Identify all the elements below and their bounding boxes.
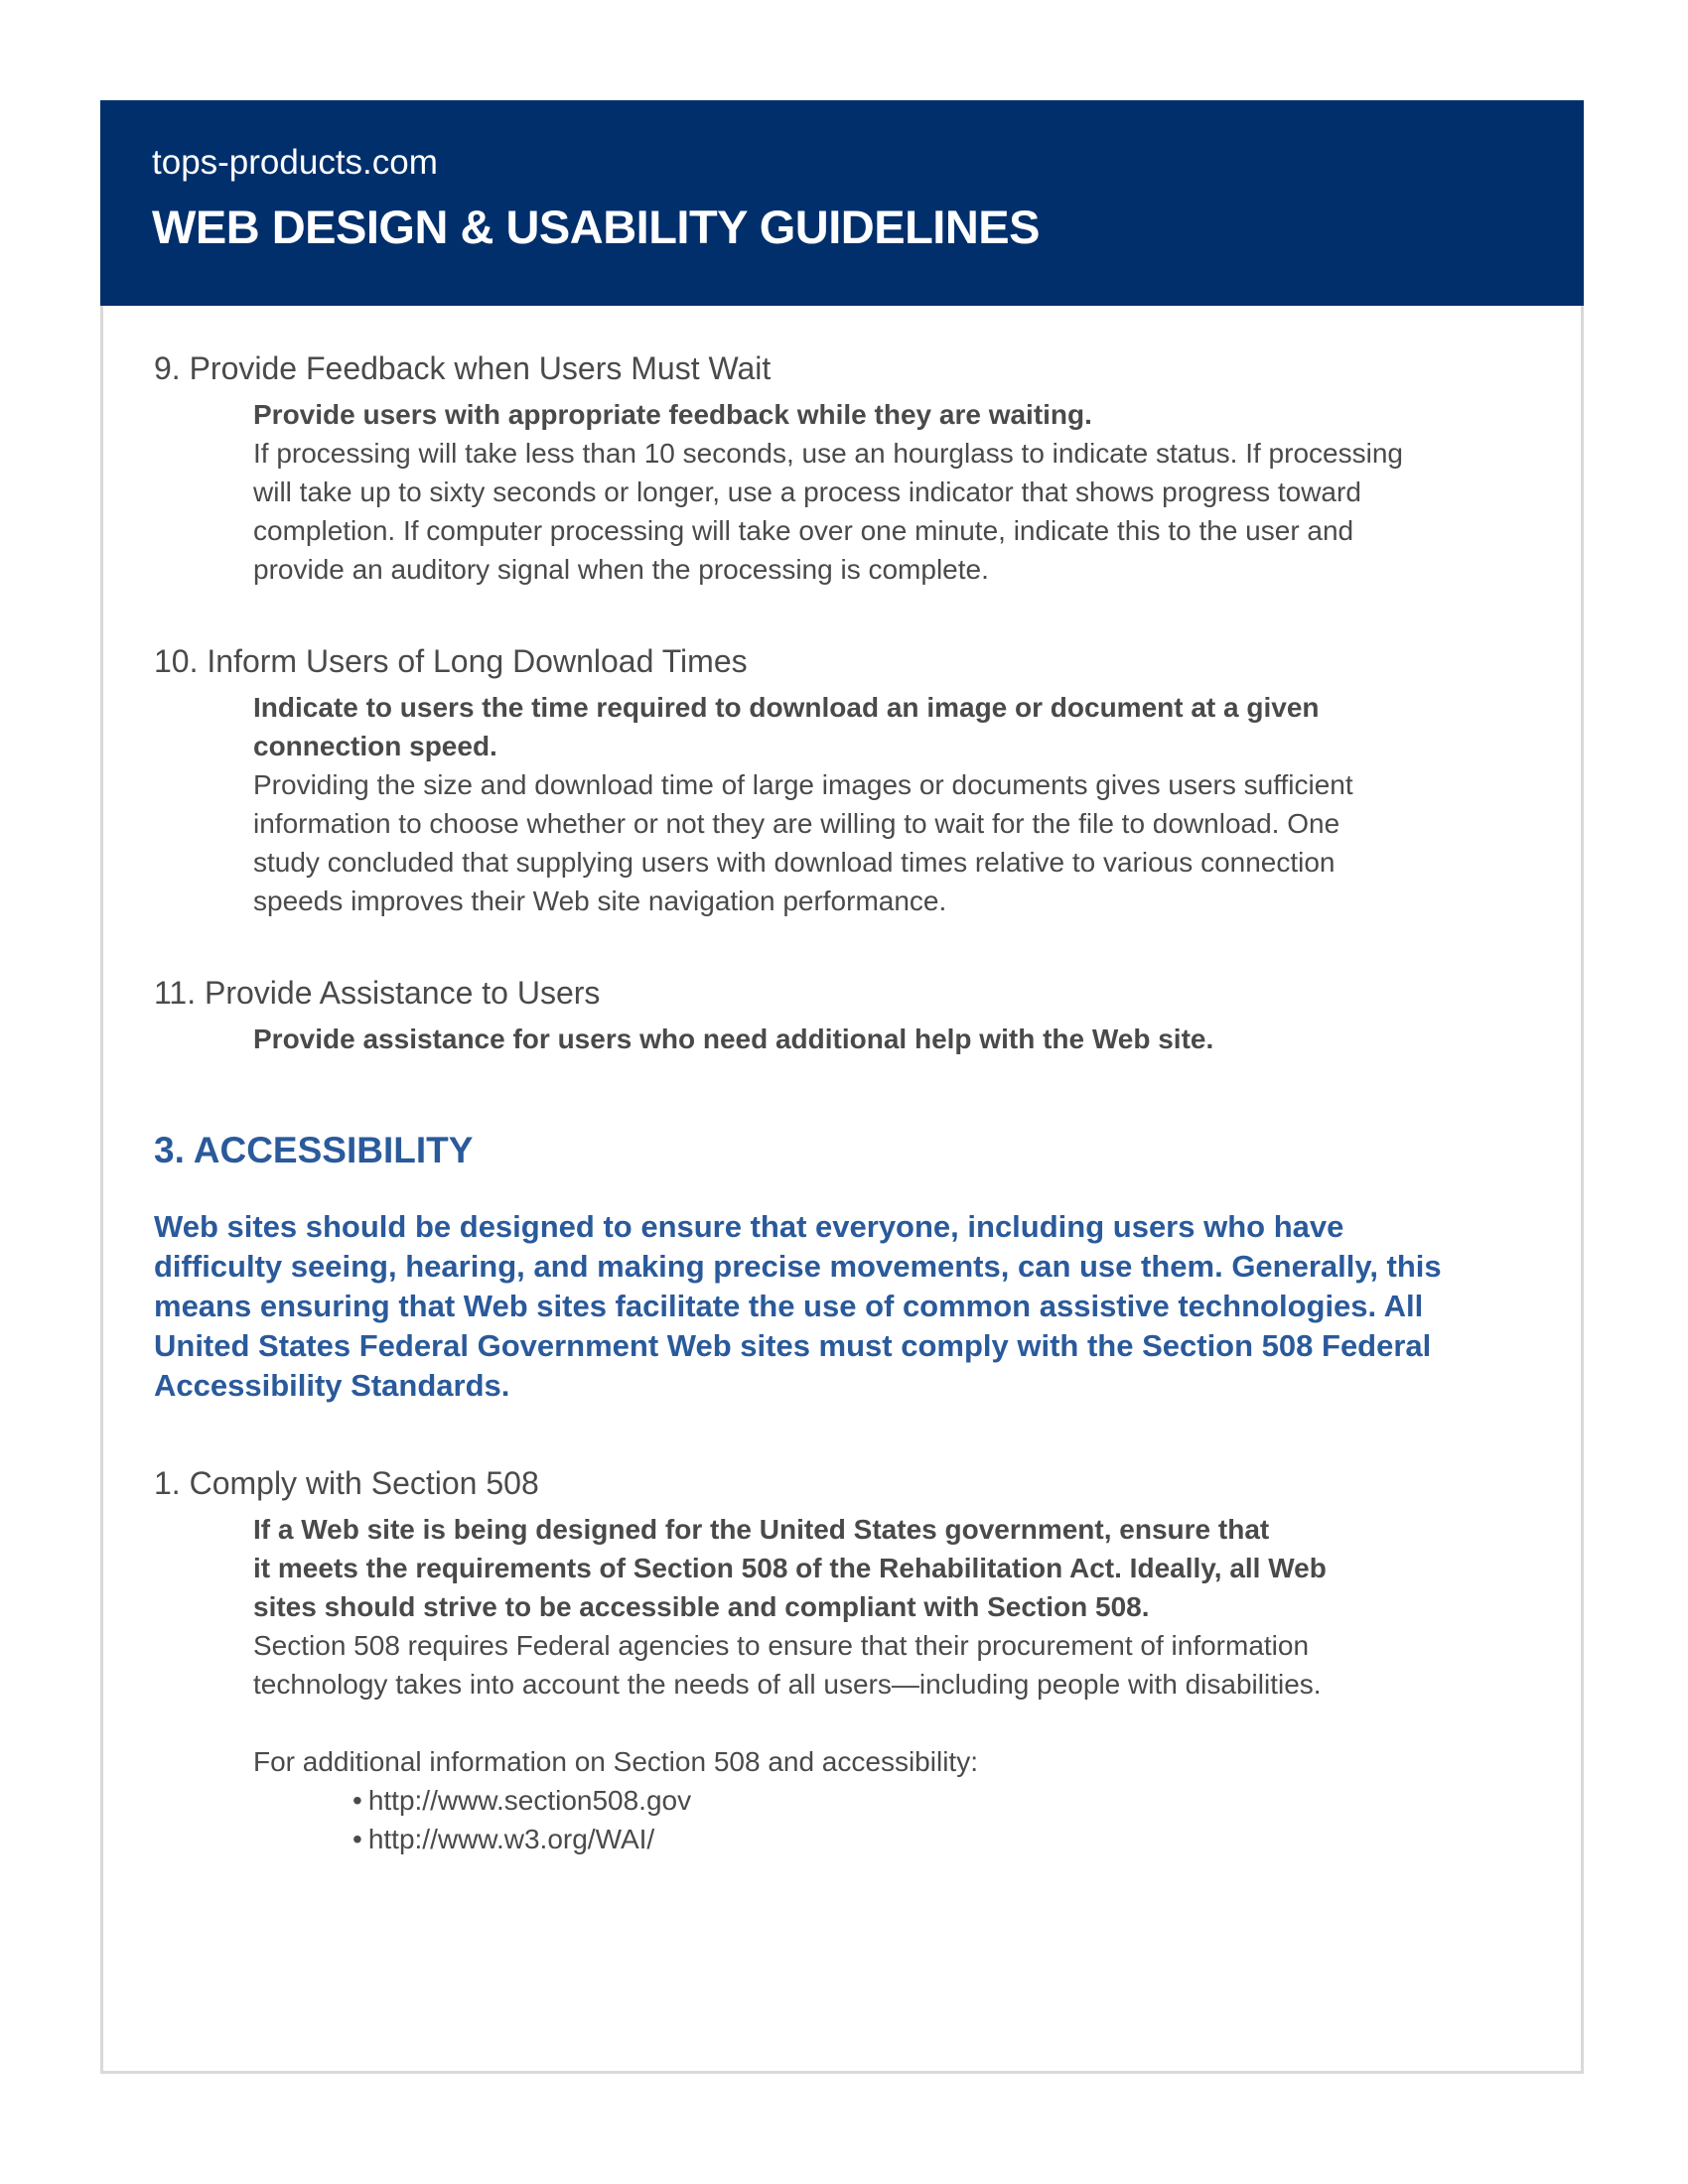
guideline-body <box>253 688 1544 920</box>
site-name: tops-products.com <box>152 143 438 182</box>
guideline-lead <box>253 688 1544 765</box>
intro-line: means ensuring that Web sites facilitate the use of common assistive technologies. All <box>154 1289 1424 1323</box>
text-line: Section 508 requires Federal agencies to ensure that their procurement of information <box>253 1630 1310 1661</box>
guideline-text <box>253 1626 1544 1704</box>
text-line: Providing the size and download time of large images or documents gives users sufficient <box>253 769 1353 800</box>
intro-line: Accessibility Standards. <box>154 1368 510 1403</box>
guideline-heading: 11. Provide Assistance to Users <box>154 975 601 1011</box>
guideline-lead <box>253 1020 1544 1058</box>
guideline-item <box>154 640 1544 920</box>
text-line: If processing will take less than 10 seconds, use an hourglass to indicate status. If processing <box>253 438 1403 469</box>
guideline-heading: 10. Inform Users of Long Download Times <box>154 643 748 679</box>
lead-line: Provide users with appropriate feedback while they are waiting. <box>253 399 1092 430</box>
guideline-heading: 1. Comply with Section 508 <box>154 1465 539 1501</box>
bullet-icon: • <box>352 1824 362 1854</box>
guideline-heading: 9. Provide Feedback when Users Must Wait <box>154 350 772 386</box>
guideline-body <box>253 1020 1544 1058</box>
text-line: completion. If computer processing will take over one minute, indicate this to the user and <box>253 515 1354 546</box>
intro-line: United States Federal Government Web sites must comply with the Section 508 Federal <box>154 1328 1432 1363</box>
guideline-body <box>253 395 1544 589</box>
lead-line: connection speed. <box>253 731 497 761</box>
header-banner <box>100 100 1584 306</box>
section-heading: 3. ACCESSIBILITY <box>154 1130 474 1170</box>
section508-link[interactable]: http://www.section508.gov <box>367 1785 692 1816</box>
link-list-item <box>352 1781 1544 1820</box>
links-intro: For additional information on Section 508 and accessibility: <box>253 1746 978 1777</box>
guideline-item <box>154 972 1544 1058</box>
text-line: technology takes into account the needs of all users—including people with disabilities. <box>253 1669 1322 1700</box>
guideline-text <box>253 434 1544 589</box>
lead-line: If a Web site is being designed for the United States government, ensure that <box>253 1514 1270 1545</box>
text-line: speeds improves their Web site navigation performance. <box>253 886 947 916</box>
document-title: WEB DESIGN & USABILITY GUIDELINES <box>152 201 1040 253</box>
guideline-lead <box>253 1510 1544 1626</box>
w3c-wai-link[interactable]: http://www.w3.org/WAI/ <box>367 1824 655 1854</box>
text-line: provide an auditory signal when the processing is complete. <box>253 554 989 585</box>
lead-line: Provide assistance for users who need additional help with the Web site. <box>253 1024 1214 1054</box>
text-line: study concluded that supplying users with download times relative to various connection <box>253 847 1336 878</box>
lead-line: it meets the requirements of Section 508 of the Rehabilitation Act. Ideally, all Web <box>253 1553 1327 1583</box>
bullet-icon: • <box>352 1785 362 1816</box>
accessibility-section <box>154 1128 1544 1406</box>
section-intro <box>154 1207 1544 1406</box>
guideline-item <box>154 347 1544 589</box>
text-line: will take up to sixty seconds or longer, use a process indicator that shows progress toward <box>253 477 1361 507</box>
link-list-item <box>352 1820 1544 1858</box>
guideline-lead <box>253 395 1544 434</box>
guideline-body <box>253 1510 1544 1858</box>
intro-line: difficulty seeing, hearing, and making precise movements, can use them. Generally, this <box>154 1249 1442 1284</box>
guideline-text <box>253 765 1544 920</box>
lead-line: sites should strive to be accessible and compliant with Section 508. <box>253 1591 1150 1622</box>
link-list <box>253 1781 1544 1858</box>
content <box>154 347 1544 1858</box>
intro-line: Web sites should be designed to ensure that everyone, including users who have <box>154 1209 1344 1244</box>
text-line: information to choose whether or not they are willing to wait for the file to download. One <box>253 808 1340 839</box>
guideline-item <box>154 1462 1544 1858</box>
lead-line: Indicate to users the time required to download an image or document at a given <box>253 692 1320 723</box>
